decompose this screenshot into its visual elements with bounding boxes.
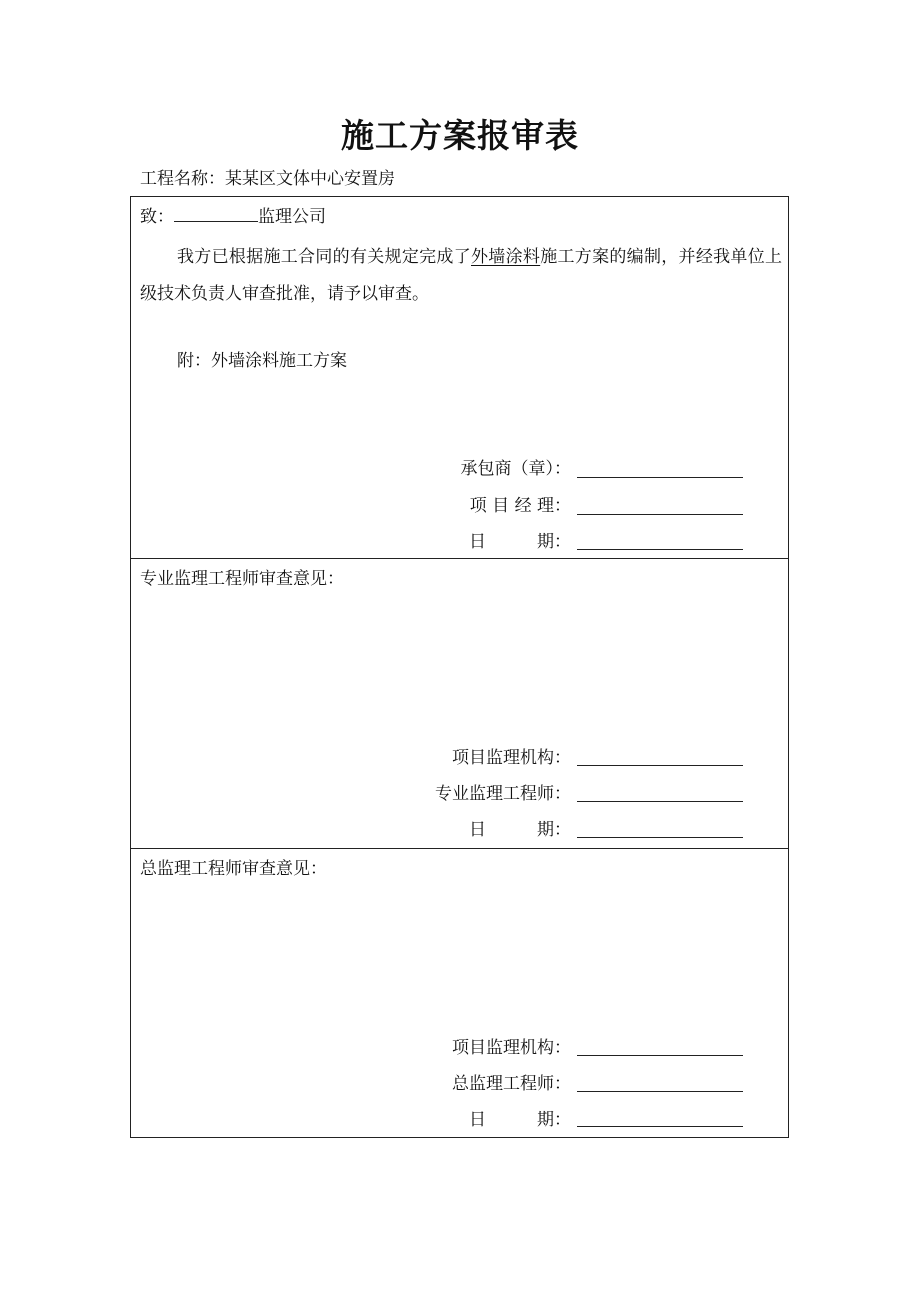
submission-paragraph [140,239,782,313]
paragraph-part2: 施工方案的编制，并经我单位上级技术负责人审查批准，请予以审查。 [140,247,783,304]
contractor-seal-label: 承包商（章）： [460,459,571,479]
review-form-table [130,196,789,1138]
chief-agency-label: 项目监理机构： [452,1038,571,1058]
project-manager-line[interactable] [577,514,743,515]
document-title: 施工方案报审表 [341,116,579,155]
chief-agency-line[interactable] [577,1055,743,1056]
addressee-prefix: 致： [140,207,174,227]
chief-review-heading: 总监理工程师审查意见： [140,859,327,879]
specialist-engineer-label: 专业监理工程师： [435,784,571,804]
addressee-line [140,204,326,229]
submission-date-line[interactable] [577,549,743,550]
chief-date-line[interactable] [577,1126,743,1127]
specialist-agency-line[interactable] [577,765,743,766]
project-name-line: 工程名称：某某区文体中心安置房 [140,169,395,189]
specialist-agency-label: 项目监理机构： [452,748,571,768]
chief-date-label: 日 期： [469,1110,571,1130]
paragraph-part1: 我方已根据施工合同的有关规定完成了 [177,247,471,267]
project-manager-label: 项 目 经 理： [469,496,571,516]
chief-engineer-label: 总监理工程师： [452,1074,571,1094]
addressee-blank[interactable] [174,204,258,222]
chief-review-section [131,849,788,1137]
contractor-seal-line[interactable] [577,477,743,478]
addressee-suffix: 监理公司 [258,207,326,227]
chief-engineer-line[interactable] [577,1091,743,1092]
submission-date-label: 日 期： [469,532,571,552]
specialist-engineer-line[interactable] [577,801,743,802]
specialist-date-line[interactable] [577,837,743,838]
attachment-line: 附：外墙涂料施工方案 [177,351,347,371]
specialist-review-section [131,559,788,849]
specialist-review-heading: 专业监理工程师审查意见： [140,569,344,589]
plan-subject: 外墙涂料 [471,247,541,267]
submission-section [131,197,788,559]
specialist-date-label: 日 期： [469,820,571,840]
